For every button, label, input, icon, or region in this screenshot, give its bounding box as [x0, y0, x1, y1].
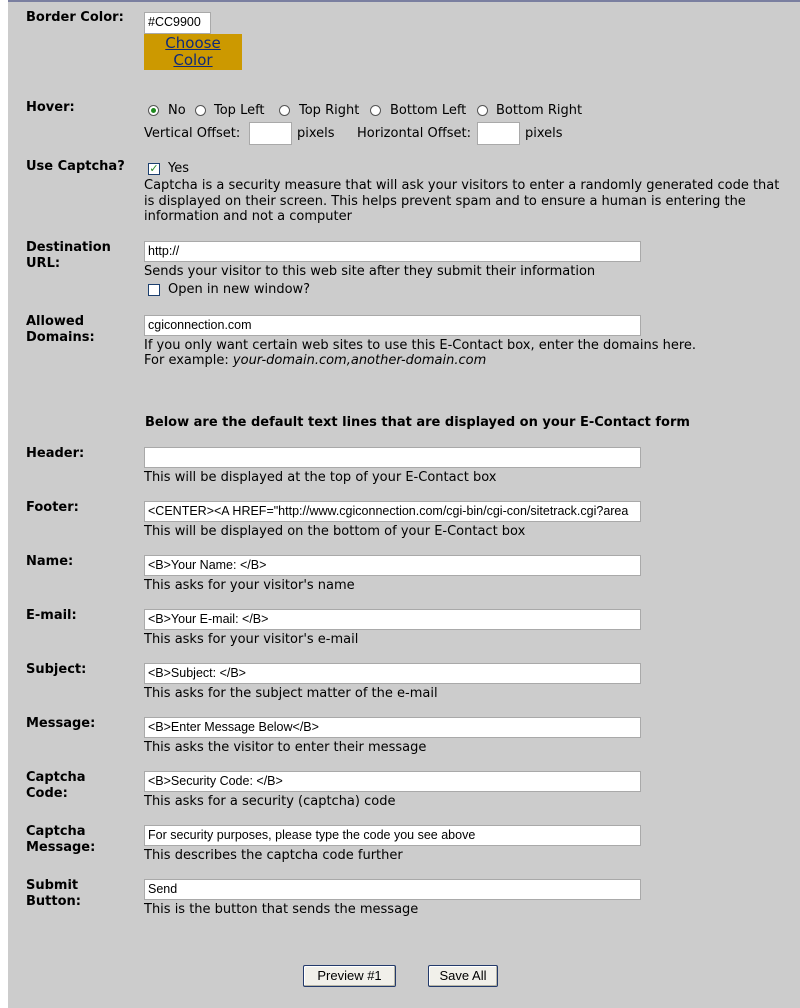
captcha-help-line-3: information and not a computer — [144, 209, 352, 224]
hover-option-top-left: Top Left — [214, 103, 265, 118]
hover-option-bottom-left: Bottom Left — [390, 103, 467, 118]
hover-option-no: No — [168, 103, 186, 118]
use-captcha-checkbox[interactable]: ✓ — [149, 162, 159, 175]
email-label: E-mail: — [26, 608, 77, 623]
destination-url-label: Destination URL: — [26, 240, 111, 271]
hover-radio-bottom-right[interactable] — [477, 105, 488, 116]
email-help: This asks for your visitor's e-mail — [144, 632, 359, 647]
captcha-message-help: This describes the captcha code further — [144, 848, 403, 863]
destination-url-help: Sends your visitor to this web site after they submit their information — [144, 264, 596, 279]
footer-label: Footer: — [26, 500, 79, 515]
hover-radio-no[interactable] — [148, 105, 159, 116]
footer-input[interactable]: <CENTER><A HREF="http://www.cgiconnection.com/cgi-bin/cgi-con/sitetrack.cgi?area — [144, 501, 641, 522]
captcha-message-input[interactable]: For security purposes, please type the code you see above — [144, 825, 641, 846]
allowed-domains-example: For example: your-domain.com,another-domain.com — [144, 353, 487, 368]
allowed-domains-input[interactable]: cgiconnection.com — [144, 315, 641, 336]
message-input[interactable]: <B>Enter Message Below</B> — [144, 717, 641, 738]
preview-button[interactable]: Preview #1 — [303, 965, 396, 987]
new-window-label: Open in new window? — [168, 282, 311, 297]
section-heading: Below are the default text lines that are displayed on your E-Contact form — [145, 415, 690, 430]
subject-help: This asks for the subject matter of the e-mail — [144, 686, 438, 701]
destination-url-input[interactable]: http:// — [144, 241, 641, 262]
vertical-offset-input[interactable] — [249, 122, 292, 145]
allowed-domains-label: Allowed Domains: — [26, 314, 95, 345]
horizontal-offset-label: Horizontal Offset: — [357, 126, 471, 141]
horizontal-offset-unit: pixels — [525, 126, 563, 141]
new-window-checkbox[interactable] — [148, 284, 160, 296]
captcha-code-input[interactable]: <B>Security Code: </B> — [144, 771, 641, 792]
vertical-offset-unit: pixels — [297, 126, 335, 141]
save-all-button[interactable]: Save All — [428, 965, 498, 987]
email-input[interactable]: <B>Your E-mail: </B> — [144, 609, 641, 630]
header-help: This will be displayed at the top of your E-Contact box — [144, 470, 497, 485]
use-captcha-label: Use Captcha? — [26, 159, 125, 174]
hover-radio-bottom-left[interactable] — [370, 105, 381, 116]
submit-button-label: Submit Button: — [26, 878, 81, 909]
captcha-code-label: Captcha Code: — [26, 770, 86, 801]
header-input[interactable] — [144, 447, 641, 468]
header-label: Header: — [26, 446, 85, 461]
use-captcha-yes-label: Yes — [168, 161, 189, 176]
vertical-offset-label: Vertical Offset: — [144, 126, 241, 141]
captcha-help-line-2: is displayed on their screen. This helps prevent spam and to ensure a human is entering the — [144, 194, 746, 209]
message-help: This asks the visitor to enter their message — [144, 740, 427, 755]
hover-label: Hover: — [26, 100, 75, 115]
message-label: Message: — [26, 716, 96, 731]
choose-color-button[interactable]: Choose Color — [144, 34, 242, 70]
hover-radio-top-left[interactable] — [195, 105, 206, 116]
border-color-label: Border Color: — [26, 10, 124, 25]
subject-input[interactable]: <B>Subject: </B> — [144, 663, 641, 684]
captcha-message-label: Captcha Message: — [26, 824, 96, 855]
hover-option-bottom-right: Bottom Right — [496, 103, 583, 118]
name-label: Name: — [26, 554, 74, 569]
submit-button-input[interactable]: Send — [144, 879, 641, 900]
hover-option-top-right: Top Right — [299, 103, 360, 118]
horizontal-offset-input[interactable] — [477, 122, 520, 145]
allowed-domains-help: If you only want certain web sites to use this E-Contact box, enter the domains here. — [144, 338, 697, 353]
hover-radio-top-right[interactable] — [279, 105, 290, 116]
name-input[interactable]: <B>Your Name: </B> — [144, 555, 641, 576]
footer-help: This will be displayed on the bottom of your E-Contact box — [144, 524, 526, 539]
settings-panel — [8, 0, 800, 1008]
subject-label: Subject: — [26, 662, 87, 677]
captcha-help-line-1: Captcha is a security measure that will ask your visitors to enter a randomly generated code that — [144, 178, 780, 193]
name-help: This asks for your visitor's name — [144, 578, 355, 593]
submit-button-help: This is the button that sends the message — [144, 902, 419, 917]
border-color-input[interactable]: #CC9900 — [144, 12, 211, 34]
captcha-code-help: This asks for a security (captcha) code — [144, 794, 396, 809]
